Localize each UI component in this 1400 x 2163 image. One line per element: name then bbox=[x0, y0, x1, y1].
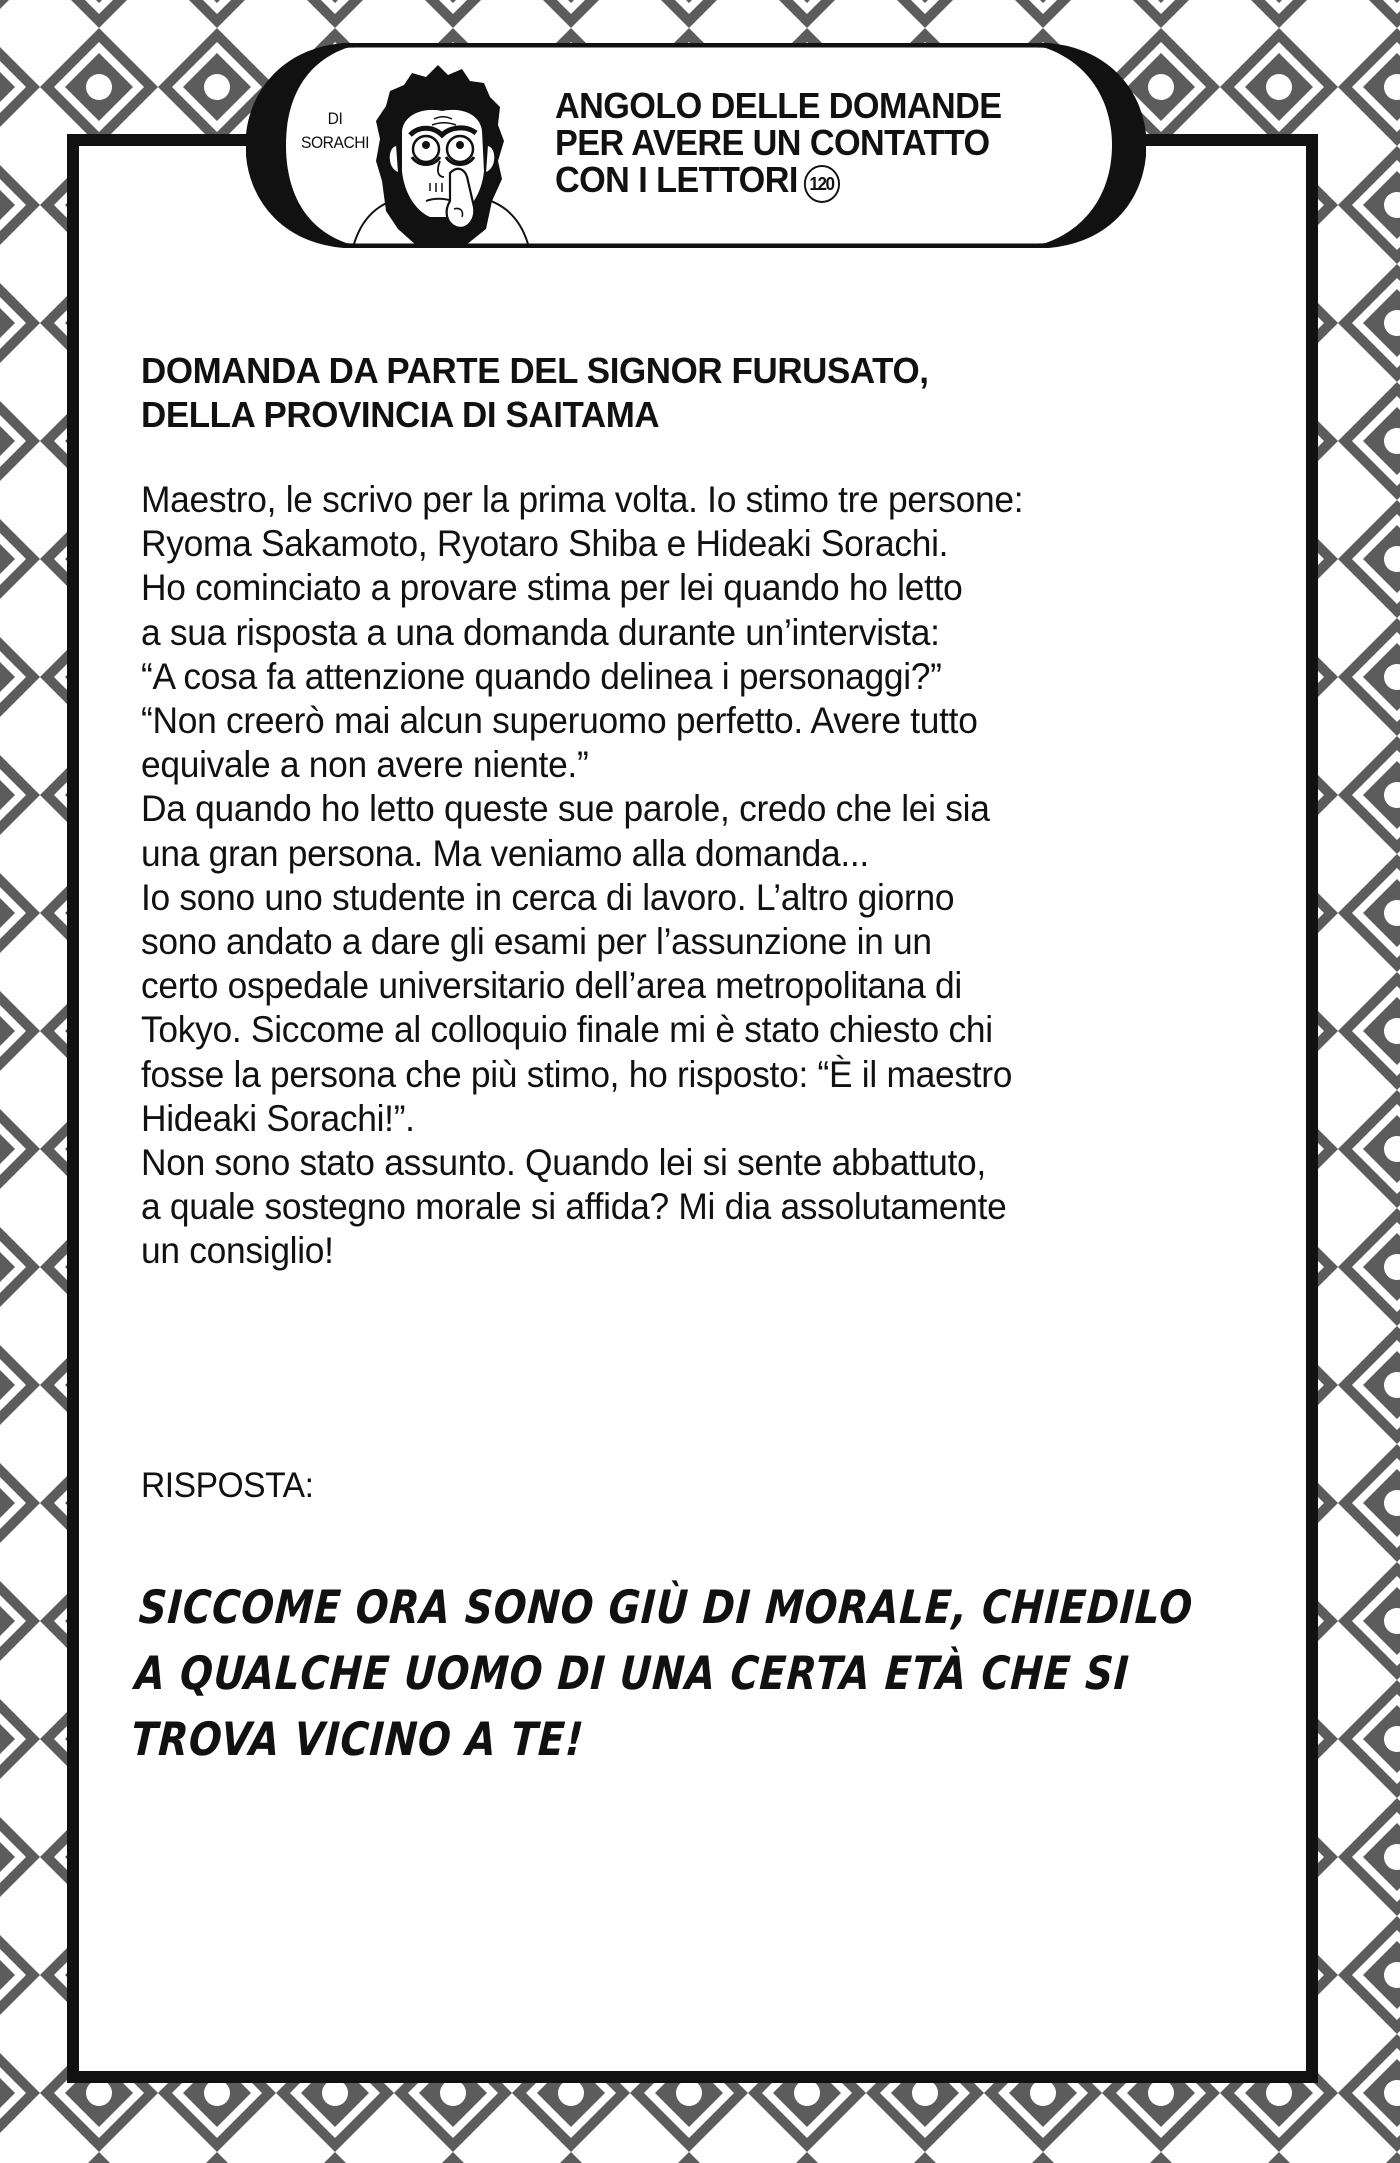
body-line: equivale a non avere niente.” bbox=[141, 744, 589, 786]
body-line: Hideaki Sorachi!”. bbox=[141, 1097, 415, 1139]
answer-handwritten-text bbox=[129, 1574, 1195, 1772]
body-line: Ho cominciato a provare stima per lei quando ho letto bbox=[141, 567, 963, 609]
body-line: Ryoma Sakamoto, Ryotaro Shiba e Hideaki Sorachi. bbox=[141, 523, 949, 565]
body-line: Maestro, le scrivo per la prima volta. Io stimo tre persone: bbox=[141, 479, 1024, 520]
title-line-3 bbox=[555, 161, 1002, 203]
byline-di: DI bbox=[327, 109, 343, 128]
body-line: fosse la persona che più stimo, ho risposto: “È il maestro bbox=[141, 1053, 1013, 1095]
body-line: sono andato a dare gli esami per l’assunzione in un bbox=[141, 921, 932, 963]
corner-title bbox=[555, 87, 1002, 203]
heading-line: DOMANDA DA PARTE DEL SIGNOR FURUSATO, bbox=[141, 350, 929, 391]
answer-line: SICCOME ORA SONO GIÙ DI MORALE, CHIEDILO bbox=[137, 1580, 1195, 1634]
header-banner bbox=[246, 43, 1146, 248]
body-line: “A cosa fa attenzione quando delinea i personaggi?” bbox=[141, 655, 942, 697]
answer-line: A QUALCHE UOMO DI UNA CERTA ETÀ CHE SI bbox=[133, 1646, 1131, 1700]
answer-line: TROVA VICINO A TE! bbox=[129, 1712, 586, 1766]
body-line: certo ospedale universitario dell’area metropolitana di bbox=[141, 965, 962, 1007]
body-line: Da quando ho letto queste sue parole, credo che lei sia bbox=[141, 788, 990, 830]
author-caricature-icon bbox=[346, 61, 536, 246]
body-line: a sua risposta a una domanda durante un’intervista: bbox=[141, 611, 940, 653]
body-line: Tokyo. Siccome al colloquio finale mi è stato chiesto chi bbox=[141, 1009, 993, 1051]
heading-line: DELLA PROVINCIA DI SAITAMA bbox=[141, 394, 660, 435]
body-line: un consiglio! bbox=[141, 1230, 334, 1272]
body-line: “Non creerò mai alcun superuomo perfetto. Avere tutto bbox=[141, 700, 978, 742]
byline-name: SORACHI bbox=[300, 133, 370, 152]
body-line: a quale sostegno morale si affida? Mi dia assolutamente bbox=[141, 1186, 1007, 1228]
body-line: una gran persona. Ma veniamo alla domanda... bbox=[141, 832, 869, 874]
question-heading bbox=[141, 349, 929, 437]
title-line-1: ANGOLO DELLE DOMANDE bbox=[555, 85, 1002, 126]
title-line-2: PER AVERE UN CONTATTO bbox=[555, 122, 990, 163]
answer-label: RISPOSTA: bbox=[141, 1466, 314, 1505]
question-body bbox=[141, 478, 1023, 1274]
body-line: Io sono uno studente in cerca di lavoro. L’altro giorno bbox=[141, 876, 955, 918]
title-line-3-text: CON I LETTORI bbox=[555, 159, 798, 200]
body-line: Non sono stato assunto. Quando lei si sente abbattuto, bbox=[141, 1142, 986, 1184]
issue-number-badge: 120 bbox=[803, 165, 839, 203]
